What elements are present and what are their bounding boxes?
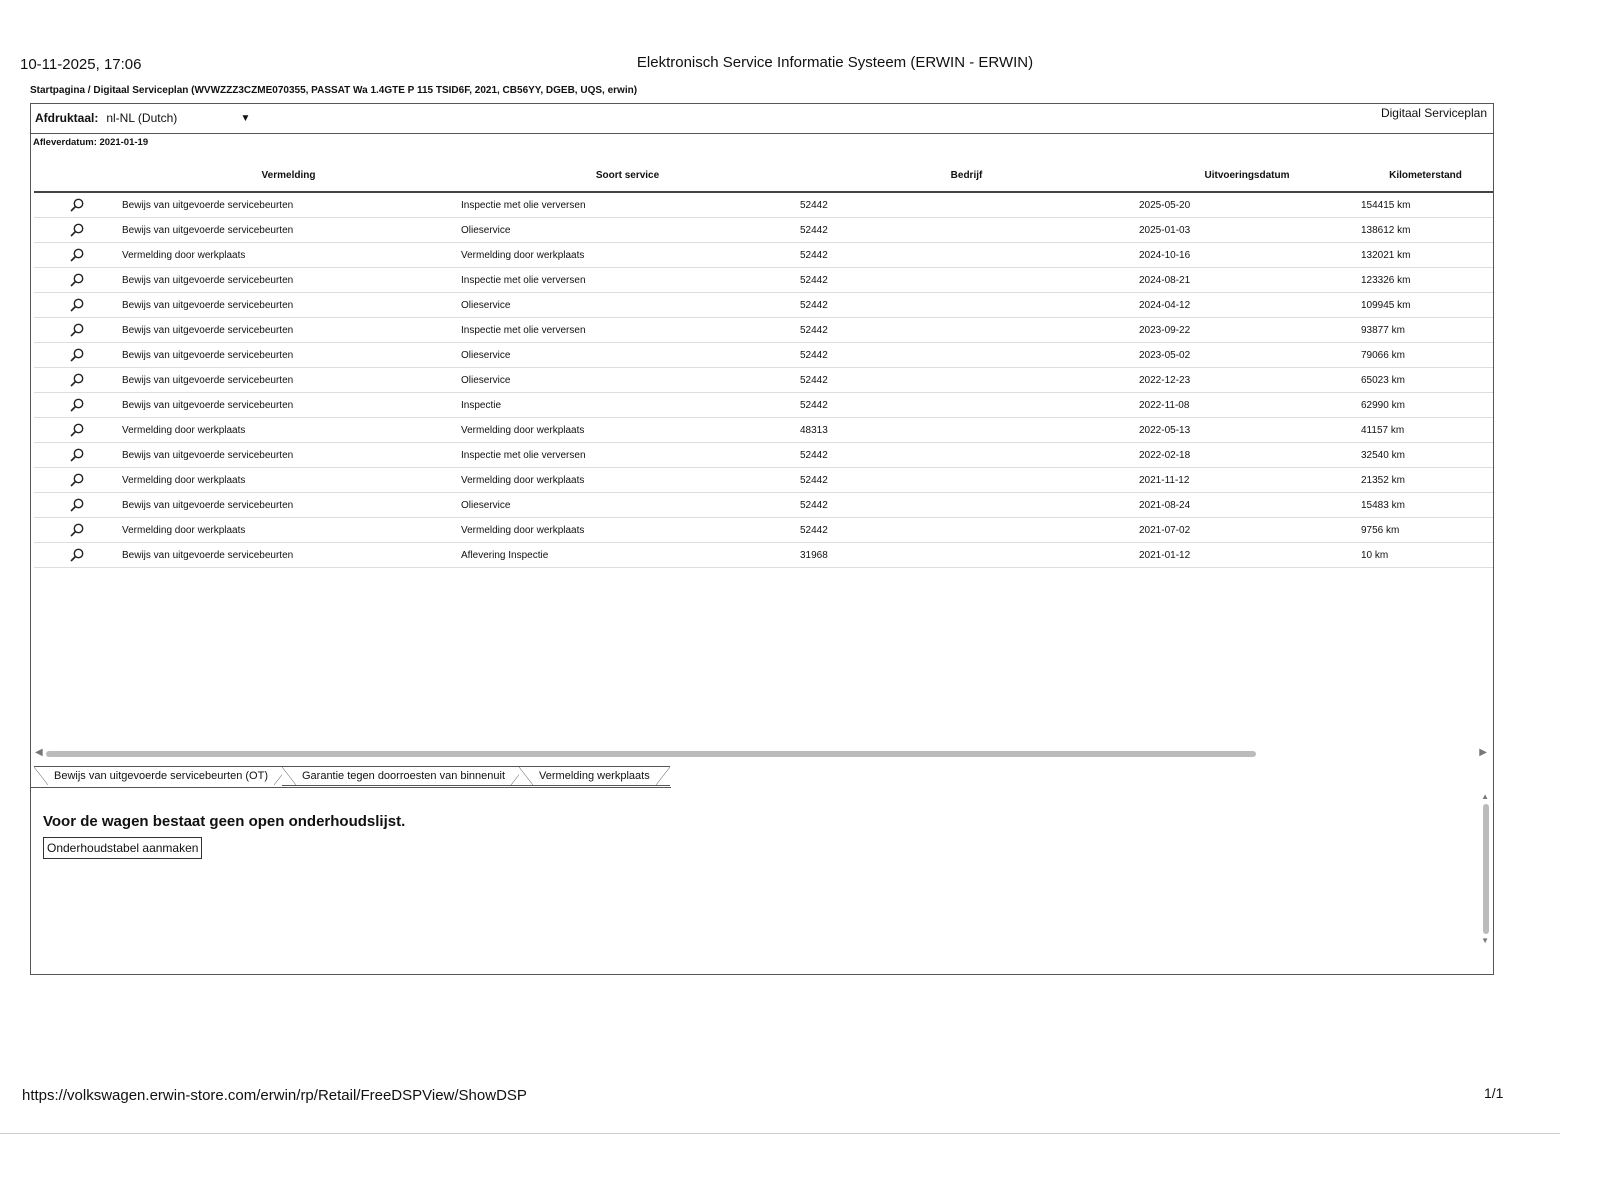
magnifier-icon[interactable] [69, 550, 85, 561]
cell-soort-service: Olieservice [458, 293, 797, 318]
table-header-row [34, 159, 1493, 192]
column-header-soort-service[interactable]: Soort service [458, 159, 797, 192]
cell-uitvoeringsdatum: 2025-05-20 [1136, 192, 1358, 218]
cell-kilometerstand: 62990 km [1358, 393, 1493, 418]
view-details-cell[interactable] [34, 343, 119, 368]
cell-vermelding: Vermelding door werkplaats [119, 518, 458, 543]
panel-title: Digitaal Serviceplan [1380, 106, 1487, 120]
cell-kilometerstand: 41157 km [1358, 418, 1493, 443]
page-title: Elektronisch Service Informatie Systeem (ERWIN - ERWIN) [636, 54, 1034, 71]
cell-kilometerstand: 154415 km [1358, 192, 1493, 218]
cell-soort-service: Olieservice [458, 343, 797, 368]
delivery-date: Afleverdatum: 2021-01-19 [33, 137, 149, 148]
cell-kilometerstand: 21352 km [1358, 468, 1493, 493]
print-date: 10-11-2025, 17:06 [20, 56, 142, 73]
cell-vermelding: Bewijs van uitgevoerde servicebeurten [119, 343, 458, 368]
cell-vermelding: Vermelding door werkplaats [119, 418, 458, 443]
column-header-bedrijf[interactable]: Bedrijf [797, 159, 1136, 192]
table-row[interactable] [34, 468, 1493, 493]
cell-vermelding: Vermelding door werkplaats [119, 468, 458, 493]
print-language-row [35, 111, 250, 125]
cell-kilometerstand: 123326 km [1358, 268, 1493, 293]
cell-vermelding: Bewijs van uitgevoerde servicebeurten [119, 218, 458, 243]
view-details-cell[interactable] [34, 268, 119, 293]
column-header-kilometerstand[interactable]: Kilometerstand [1358, 159, 1493, 192]
magnifier-icon[interactable] [69, 325, 85, 336]
cell-soort-service: Olieservice [458, 493, 797, 518]
view-details-cell[interactable] [34, 368, 119, 393]
table-row[interactable] [34, 343, 1493, 368]
magnifier-icon[interactable] [69, 500, 85, 511]
cell-soort-service: Vermelding door werkplaats [458, 418, 797, 443]
cell-bedrijf: 52442 [797, 218, 1136, 243]
tab-rust-warranty[interactable]: Garantie tegen doorroesten van binnenuit [282, 766, 525, 786]
table-row[interactable] [34, 393, 1493, 418]
cell-soort-service: Vermelding door werkplaats [458, 468, 797, 493]
magnifier-icon[interactable] [69, 200, 85, 211]
column-header-uitvoeringsdatum[interactable]: Uitvoeringsdatum [1136, 159, 1358, 192]
cell-uitvoeringsdatum: 2021-08-24 [1136, 493, 1358, 518]
table-row[interactable] [34, 493, 1493, 518]
cell-soort-service: Inspectie met olie verversen [458, 268, 797, 293]
magnifier-icon[interactable] [69, 375, 85, 386]
magnifier-icon[interactable] [69, 400, 85, 411]
view-details-cell[interactable] [34, 393, 119, 418]
footer-page-number: 1/1 [1484, 1085, 1504, 1101]
view-details-cell[interactable] [34, 293, 119, 318]
table-row[interactable] [34, 218, 1493, 243]
cell-uitvoeringsdatum: 2021-11-12 [1136, 468, 1358, 493]
cell-soort-service: Vermelding door werkplaats [458, 518, 797, 543]
create-maintenance-table-button[interactable]: Onderhoudstabel aanmaken [43, 837, 202, 859]
divider [31, 787, 671, 788]
cell-kilometerstand: 32540 km [1358, 443, 1493, 468]
cell-bedrijf: 52442 [797, 318, 1136, 343]
cell-vermelding: Bewijs van uitgevoerde servicebeurten [119, 443, 458, 468]
cell-uitvoeringsdatum: 2024-08-21 [1136, 268, 1358, 293]
cell-soort-service: Inspectie met olie verversen [458, 318, 797, 343]
cell-bedrijf: 52442 [797, 468, 1136, 493]
scroll-right-arrow-icon[interactable]: ▶ [1479, 747, 1487, 758]
cell-vermelding: Bewijs van uitgevoerde servicebeurten [119, 493, 458, 518]
maintenance-message: Voor de wagen bestaat geen open onderhoudslijst. [43, 813, 406, 830]
cell-vermelding: Bewijs van uitgevoerde servicebeurten [119, 368, 458, 393]
magnifier-icon[interactable] [69, 300, 85, 311]
divider [0, 1133, 1560, 1134]
view-details-cell[interactable] [34, 243, 119, 268]
cell-vermelding: Bewijs van uitgevoerde servicebeurten [119, 318, 458, 343]
cell-kilometerstand: 93877 km [1358, 318, 1493, 343]
scroll-down-arrow-icon[interactable]: ▼ [1481, 936, 1489, 945]
table-row[interactable] [34, 518, 1493, 543]
magnifier-icon[interactable] [69, 225, 85, 236]
view-details-cell[interactable] [34, 468, 119, 493]
view-details-cell[interactable] [34, 443, 119, 468]
scroll-up-arrow-icon[interactable]: ▲ [1481, 792, 1489, 801]
magnifier-icon[interactable] [69, 250, 85, 261]
cell-uitvoeringsdatum: 2022-02-18 [1136, 443, 1358, 468]
table-row[interactable] [34, 443, 1493, 468]
cell-uitvoeringsdatum: 2022-05-13 [1136, 418, 1358, 443]
cell-soort-service: Olieservice [458, 368, 797, 393]
table-row[interactable] [34, 192, 1493, 218]
cell-bedrijf: 52442 [797, 293, 1136, 318]
cell-kilometerstand: 138612 km [1358, 218, 1493, 243]
cell-kilometerstand: 109945 km [1358, 293, 1493, 318]
cell-vermelding: Bewijs van uitgevoerde servicebeurten [119, 192, 458, 218]
cell-kilometerstand: 15483 km [1358, 493, 1493, 518]
cell-bedrijf: 52442 [797, 493, 1136, 518]
cell-vermelding: Bewijs van uitgevoerde servicebeurten [119, 268, 458, 293]
cell-uitvoeringsdatum: 2024-10-16 [1136, 243, 1358, 268]
cell-soort-service: Inspectie met olie verversen [458, 192, 797, 218]
divider [31, 133, 1493, 134]
cell-vermelding: Vermelding door werkplaats [119, 243, 458, 268]
view-details-cell[interactable] [34, 218, 119, 243]
print-language-value: nl-NL (Dutch) [106, 111, 178, 125]
table-row[interactable] [34, 368, 1493, 393]
view-details-cell[interactable] [34, 192, 119, 218]
table-row[interactable] [34, 268, 1493, 293]
tab-service-history[interactable]: Bewijs van uitgevoerde servicebeurten (OT) [34, 766, 288, 786]
table-row[interactable] [34, 318, 1493, 343]
table-row[interactable] [34, 243, 1493, 268]
view-details-cell[interactable] [34, 418, 119, 443]
cell-kilometerstand: 79066 km [1358, 343, 1493, 368]
cell-uitvoeringsdatum: 2022-11-08 [1136, 393, 1358, 418]
column-header-icon [34, 159, 119, 192]
cell-soort-service: Olieservice [458, 218, 797, 243]
cell-bedrijf: 52442 [797, 268, 1136, 293]
cell-bedrijf: 31968 [797, 543, 1136, 568]
cell-uitvoeringsdatum: 2022-12-23 [1136, 368, 1358, 393]
table-row[interactable] [34, 418, 1493, 443]
cell-soort-service: Inspectie [458, 393, 797, 418]
cell-vermelding: Bewijs van uitgevoerde servicebeurten [119, 393, 458, 418]
view-details-cell[interactable] [34, 518, 119, 543]
breadcrumb[interactable]: Startpagina / Digitaal Serviceplan (WVWZZZ3CZME070355, PASSAT Wa 1.4GTE P 115 TSID6F, 2021, CB56YY, DGEB, UQS, erwin) [30, 85, 638, 96]
cell-bedrijf: 52442 [797, 192, 1136, 218]
cell-kilometerstand: 65023 km [1358, 368, 1493, 393]
print-language-select[interactable] [106, 111, 250, 125]
view-details-cell[interactable] [34, 493, 119, 518]
cell-uitvoeringsdatum: 2023-09-22 [1136, 318, 1358, 343]
cell-kilometerstand: 9756 km [1358, 518, 1493, 543]
cell-bedrijf: 52442 [797, 393, 1136, 418]
cell-bedrijf: 52442 [797, 368, 1136, 393]
cell-bedrijf: 52442 [797, 343, 1136, 368]
service-history-table [34, 159, 1493, 669]
horizontal-scrollbar[interactable] [46, 751, 1256, 757]
chevron-down-icon: ▼ [240, 112, 251, 124]
view-details-cell[interactable] [34, 543, 119, 568]
cell-uitvoeringsdatum: 2021-07-02 [1136, 518, 1358, 543]
magnifier-icon[interactable] [69, 275, 85, 286]
scroll-left-arrow-icon[interactable]: ◀ [35, 747, 43, 758]
magnifier-icon[interactable] [69, 475, 85, 486]
magnifier-icon[interactable] [69, 350, 85, 361]
table-row[interactable] [34, 293, 1493, 318]
cell-uitvoeringsdatum: 2025-01-03 [1136, 218, 1358, 243]
view-details-cell[interactable] [34, 318, 119, 343]
cell-soort-service: Aflevering Inspectie [458, 543, 797, 568]
cell-vermelding: Bewijs van uitgevoerde servicebeurten [119, 293, 458, 318]
service-plan-panel [30, 103, 1494, 975]
vertical-scrollbar[interactable] [1483, 804, 1489, 934]
cell-bedrijf: 48313 [797, 418, 1136, 443]
tab-bar [34, 764, 664, 786]
magnifier-icon[interactable] [69, 425, 85, 436]
print-language-label: Afdruktaal: [35, 111, 99, 125]
cell-uitvoeringsdatum: 2021-01-12 [1136, 543, 1358, 568]
table-row[interactable] [34, 543, 1493, 568]
cell-bedrijf: 52442 [797, 518, 1136, 543]
cell-kilometerstand: 10 km [1358, 543, 1493, 568]
cell-bedrijf: 52442 [797, 443, 1136, 468]
cell-soort-service: Inspectie met olie verversen [458, 443, 797, 468]
cell-vermelding: Bewijs van uitgevoerde servicebeurten [119, 543, 458, 568]
magnifier-icon[interactable] [69, 450, 85, 461]
cell-uitvoeringsdatum: 2023-05-02 [1136, 343, 1358, 368]
cell-soort-service: Vermelding door werkplaats [458, 243, 797, 268]
tab-workshop-notes[interactable]: Vermelding werkplaats [519, 766, 670, 786]
cell-uitvoeringsdatum: 2024-04-12 [1136, 293, 1358, 318]
table-body [34, 192, 1493, 568]
cell-kilometerstand: 132021 km [1358, 243, 1493, 268]
cell-bedrijf: 52442 [797, 243, 1136, 268]
magnifier-icon[interactable] [69, 525, 85, 536]
footer-url: https://volkswagen.erwin-store.com/erwin/rp/Retail/FreeDSPView/ShowDSP [22, 1087, 527, 1104]
column-header-vermelding[interactable]: Vermelding [119, 159, 458, 192]
